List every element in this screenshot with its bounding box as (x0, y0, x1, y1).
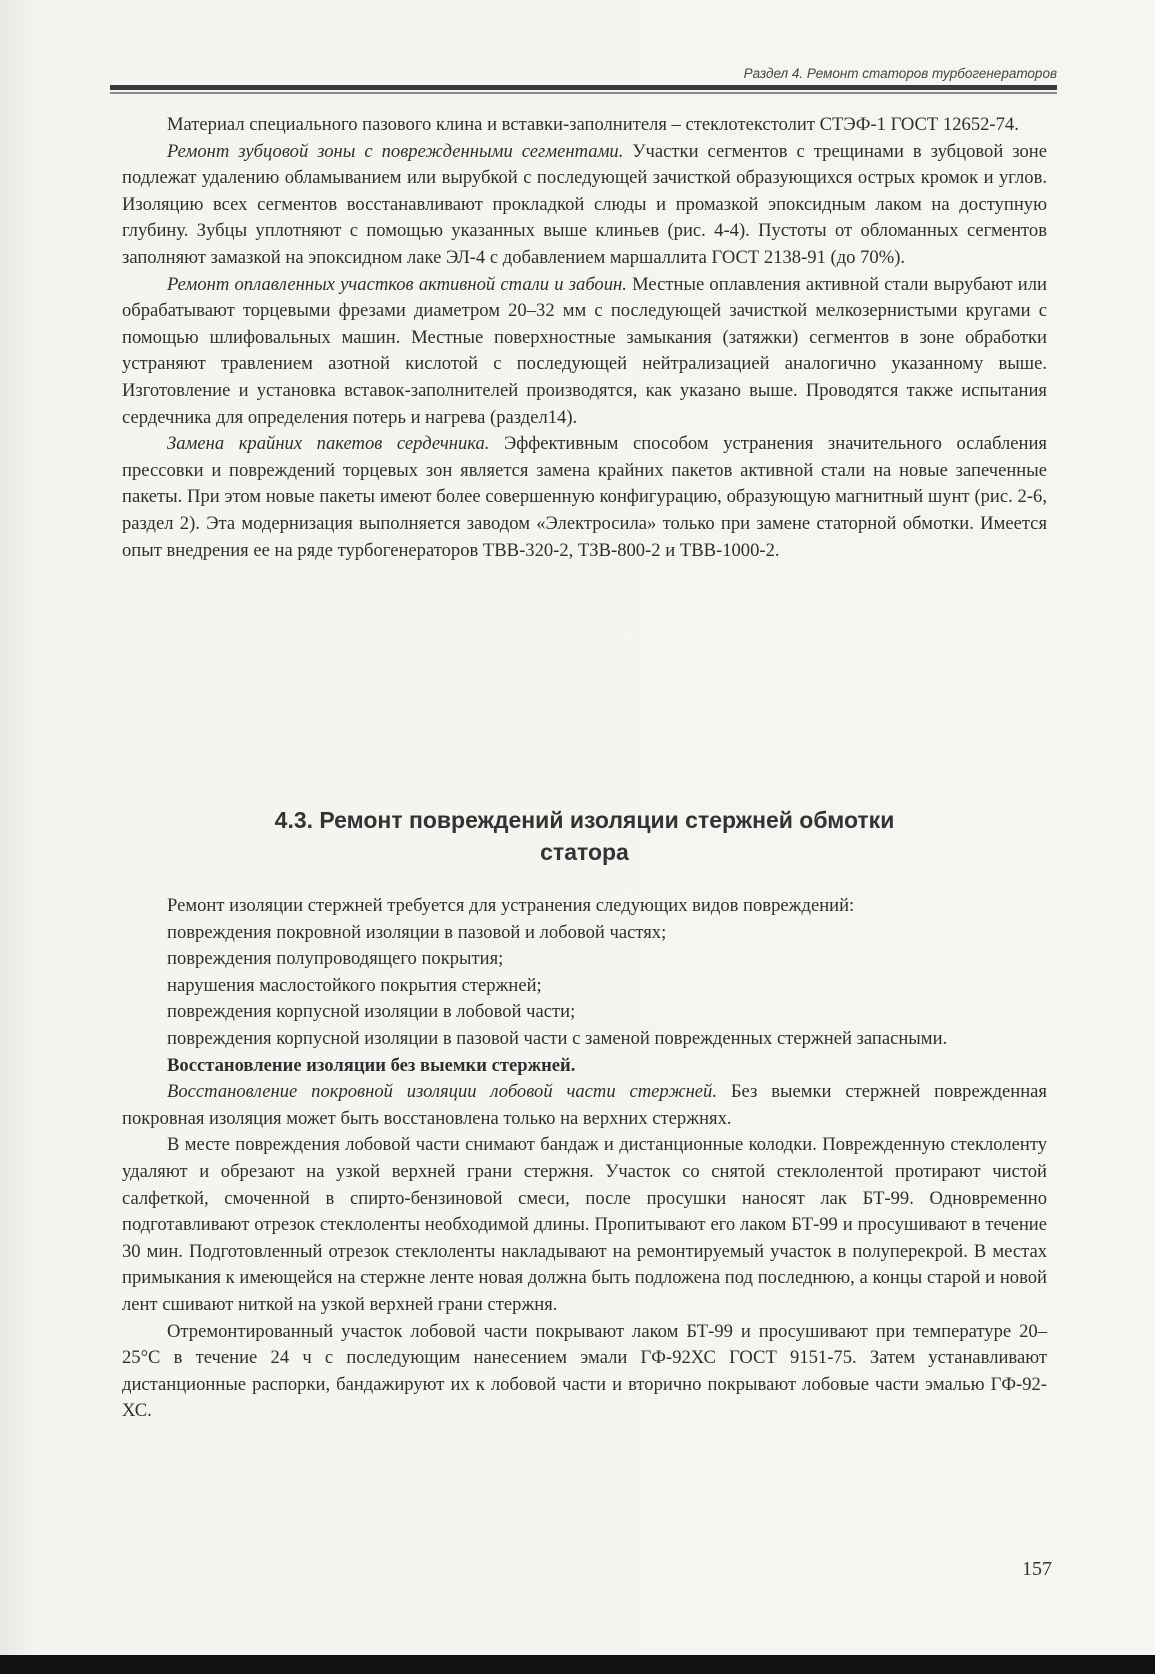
paragraph: Отремонтированный участок лобовой части покрывают лаком БТ-99 и просушивают при температуре 20–25°С в течение 24 ч с последующим нанесением эмали ГФ-92ХС ГОСТ 9151-75. Затем устанавливают дистанционные распорки, бандажируют их к лобовой части и вторично покрывают лобовые части эмалью ГФ-92-ХС. (122, 1320, 1047, 1422)
paragraph-text: Участки сегментов с трещинами в зубцовой зоне подлежат удалению обламыванием или вырубкой с последующей зачисткой образующихся острых кромок и углов. Изоляцию всех сегментов восстанавливают прокладкой слюды и промазкой эпоксидным лаком на доступную глубину. Зубцы уплотняют с помощью указанных выше клиньев (рис. 4-4). Пустоты от обломанных сегментов заполняют замазкой на эпоксидном лаке ЭЛ-4 с добавлением маршаллита ГОСТ 2138-91 (до 70%). (122, 140, 1048, 268)
section-heading (122, 804, 1047, 868)
paragraph: Материал специального пазового клина и вставки-заполнителя – стеклотекстолит СТЭФ-1 ГОСТ 12652-74. (167, 114, 1019, 135)
heading-line: статора (540, 839, 629, 865)
list-item: нарушения маслостойкого покрытия стержней; (167, 974, 542, 996)
section-body-1 (122, 112, 1047, 564)
subheading: Восстановление изоляции без выемки стержней. (167, 1054, 576, 1076)
paragraph-text: Местные оплавления активной стали вырубают или обрабатывают торцевыми фрезами диаметром 20–32 мм с последующей зачисткой мелкозернистыми кругами с помощью шлифовальных машин. Местные поверхностные замыкания (затяжки) сегментов в зоне обработки устраняют травлением азотной кислотой с последующей нейтрализацией аналогично указанному выше. Изготовление и установка вставок-заполнителей производятся, как указано выше. Проводятся также испытания сердечника для определения потерь и нагрева (раздел14). (122, 273, 1047, 428)
list-item: повреждения полупроводящего покрытия; (167, 948, 504, 970)
paragraph (122, 139, 1047, 272)
paragraph-text: Без выемки стержней поврежденная покровная изоляция может быть восстановлена только на верхних стержнях. (122, 1081, 1047, 1129)
list-item: повреждения корпусной изоляции в лобовой части; (167, 1001, 576, 1023)
paragraph (122, 272, 1047, 432)
list-item: повреждения корпусной изоляции в пазовой части с заменой поврежденных стержней запасными. (167, 1027, 948, 1049)
page-number: 157 (1022, 1558, 1052, 1580)
paragraph-title: Ремонт зубцовой зоны с поврежденными сегментами. (167, 140, 624, 162)
paragraph-text: Эффективным способом устранения значительного ослабления прессовки и повреждений торцевых зон является замена крайних пакетов активной стали на новые запеченные пакеты. При этом новые пакеты имеют более совершенную конфигурацию, образующую магнитный шунт (рис. 2-6, раздел 2). Эта модернизация выполняется заводом «Электросила» только при замене статорной обмотки. Имеется опыт внедрения ее на ряде турбогенераторов ТВВ-320-2, ТЗВ-800-2 и ТВВ-1000-2. (122, 433, 1047, 561)
section-body-2 (122, 893, 1047, 1425)
paragraph-title: Замена крайних пакетов сердечника. (167, 433, 490, 455)
paragraph: В месте повреждения лобовой части снимают бандаж и дистанционные колодки. Поврежденную стеклоленту удаляют и обрезают на узкой верхней грани стержня. Участок со снятой стеклолентой протирают чистой салфеткой, смоченной в спирто-бензиновой смеси, после просушки наносят лак БТ-99. Одновременно подготавливают отрезок стеклоленты необходимой длины. Пропитывают его лаком БТ-99 и просушивают в течение 30 мин. Подготовленный отрезок стеклоленты накладывают на ремонтируемый участок в полуперекрой. В местах примыкания к имеющейся на стержне ленте новая должна быть подложена под последнюю, а концы старой и новой лент сшивают ниткой на узкой верхней грани стержня. (122, 1134, 1047, 1315)
list-item: повреждения покровной изоляции в пазовой и лобовой частях; (167, 921, 667, 943)
header-rule (110, 85, 1057, 90)
paragraph (122, 431, 1047, 564)
paragraph: Ремонт изоляции стержней требуется для устранения следующих видов повреждений: (167, 895, 855, 916)
header-rule-thin (110, 92, 1057, 94)
paragraph-title: Ремонт оплавленных участков активной стали и забоин. (167, 273, 627, 295)
paragraph (122, 1079, 1047, 1132)
scan-edge (0, 1655, 1155, 1674)
paragraph-title: Восстановление покровной изоляции лобовой части стержней. (167, 1081, 717, 1103)
heading-line: 4.3. Ремонт повреждений изоляции стержней обмотки (274, 807, 895, 833)
running-head: Раздел 4. Ремонт статоров турбогенераторов (743, 66, 1057, 81)
